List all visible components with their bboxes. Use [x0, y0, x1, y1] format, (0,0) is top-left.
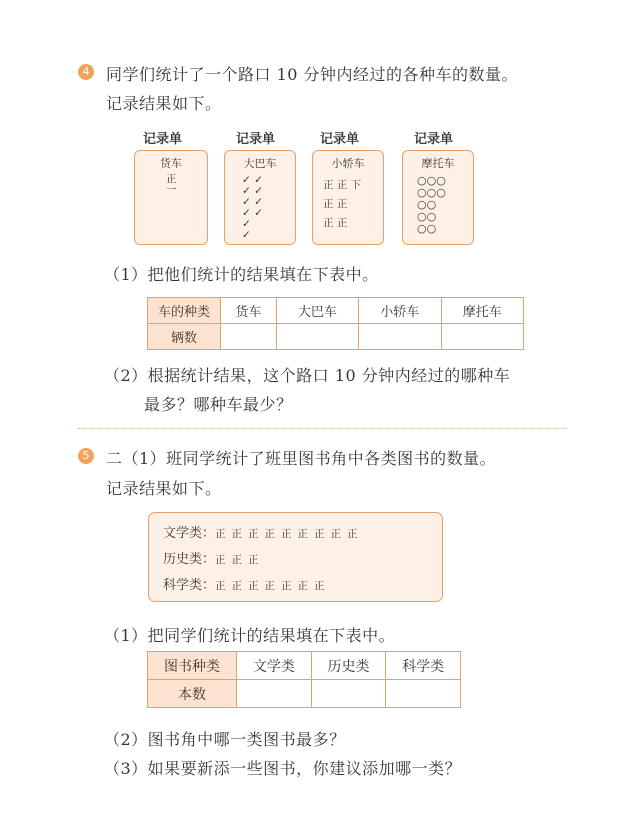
- book-table-cell-history[interactable]: [311, 680, 386, 708]
- book-record-box: [148, 512, 443, 602]
- vehicle-table-cell-bus[interactable]: [276, 324, 358, 350]
- vehicle-table-cell-car[interactable]: [359, 324, 441, 350]
- tally-motorcycle: ○○○ ○○○ ○○ ○○ ○○: [417, 174, 446, 235]
- vehicle-table-cell-truck[interactable]: [221, 324, 277, 350]
- question-5-sub3: （3）如果要新添一些图书，你建议添加哪一类？: [104, 759, 462, 778]
- record-label-motorcycle: 摩托车: [421, 157, 455, 170]
- record-card-truck: [134, 150, 208, 245]
- question-5-badge: 5: [78, 448, 94, 464]
- record-card-bus: [224, 150, 296, 245]
- book-table: [147, 651, 461, 708]
- book-table-header-type: 图书种类: [148, 652, 237, 680]
- book-table-header-history: 历史类: [311, 652, 386, 680]
- section-divider: [78, 428, 568, 429]
- vehicle-table: [147, 297, 524, 350]
- tally-bus: ✓ ✓ ✓ ✓ ✓ ✓ ✓ ✓ ✓ ✓: [242, 174, 263, 241]
- record-card-motorcycle: [402, 150, 474, 245]
- vehicle-table-header-motorcycle: 摩托车: [441, 298, 523, 324]
- vehicle-table-header-truck: 货车: [221, 298, 277, 324]
- book-record-literature: 文学类：正正正正正正正正正: [163, 526, 364, 541]
- question-4-badge: 4: [78, 64, 94, 80]
- record-title-truck: 记录单: [143, 132, 183, 147]
- tally-car: 正 正 下 正 正 正 正: [323, 179, 362, 229]
- question-5-line2: 记录结果如下。: [106, 479, 222, 498]
- book-record-science: 科学类：正正正正正正正: [163, 578, 331, 593]
- book-table-header-science: 科学类: [386, 652, 461, 680]
- vehicle-table-header-car: 小轿车: [359, 298, 441, 324]
- vehicle-table-cell-motorcycle[interactable]: [441, 324, 523, 350]
- vehicle-table-header-bus: 大巴车: [276, 298, 358, 324]
- question-4-line2: 记录结果如下。: [106, 94, 222, 113]
- record-label-bus: 大巴车: [243, 157, 277, 170]
- record-title-car: 记录单: [320, 132, 360, 147]
- tally-truck: 正 一: [166, 173, 177, 196]
- book-table-cell-literature[interactable]: [237, 680, 312, 708]
- question-4-sub1: （1）把他们统计的结果填在下表中。: [104, 265, 379, 284]
- record-title-motorcycle: 记录单: [414, 132, 454, 147]
- book-record-history: 历史类：正正正: [163, 552, 265, 567]
- book-table-header-literature: 文学类: [237, 652, 312, 680]
- question-5-sub2: （2）图书角中哪一类图书最多？: [104, 730, 346, 749]
- question-5-line1: 二（1）班同学统计了班里图书角中各类图书的数量。: [106, 449, 497, 468]
- question-4-line1: 同学们统计了一个路口 10 分钟内经过的各种车的数量。: [106, 65, 519, 84]
- record-label-truck: 货车: [160, 157, 182, 170]
- vehicle-table-row-label: 辆数: [148, 324, 221, 350]
- book-table-row-label: 本数: [148, 680, 237, 708]
- question-5-sub1: （1）把同学们统计的结果填在下表中。: [104, 626, 396, 645]
- question-4-sub2-line1: （2）根据统计结果，这个路口 10 分钟内经过的哪种车: [104, 366, 511, 385]
- question-4-sub2-line2: 最多？哪种车最少？: [144, 395, 293, 414]
- vehicle-table-header-type: 车的种类: [148, 298, 221, 324]
- record-card-car: [312, 150, 384, 245]
- record-label-car: 小轿车: [331, 157, 365, 170]
- book-table-cell-science[interactable]: [386, 680, 461, 708]
- record-title-bus: 记录单: [236, 132, 276, 147]
